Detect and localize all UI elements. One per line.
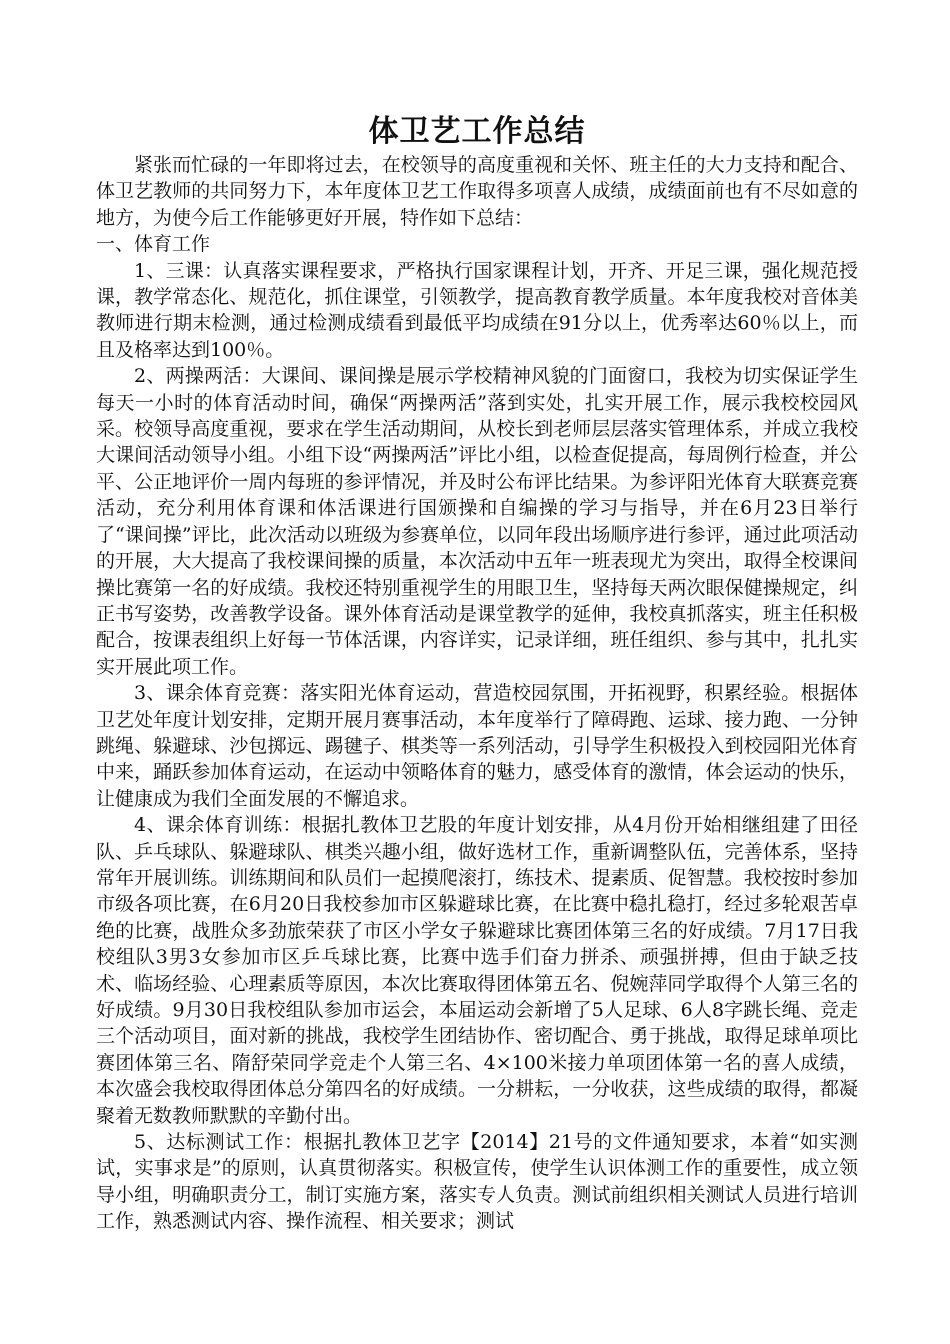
section-heading-sports: 一、体育工作 bbox=[96, 233, 211, 256]
document-title: 体卫艺工作总结 bbox=[368, 114, 586, 149]
paragraph-exercises-activities: 2、两操两活：大课间、课间操是展示学校精神风貌的门面窗口，我校为切实保证学生每天一小时的体育活动时间，确保“两操两活”落到实处，扎实开展工作，展示我校校园风采。校领导高度重视，要求在学生活动期间，从校长到老师层层落实管理体系，并成立我校大课间活动领导小组。小组下设“两操两活”评比小组，以检查促提高，每周例行检查，并公平、公正地评价一周内每班的参评情况，并及时公布评比结果。为参评阳光体育大联赛竞赛活动，充分利用体育课和体活课进行国颁操和自编操的学习与指导，并在6月23日举行了“课间操”评比，此次活动以班级为参赛单位，以同年段出场顺序进行参评，通过此项活动的开展，大大提高了我校课间操的质量，本次活动中五年一班表现尤为突出，取得全校课间操比赛第一名的好成绩。我校还特别重视学生的用眼卫生，坚持每天两次眼保健操规定，纠正书写姿势，改善教学设备。课外体育活动是课堂教学的延伸，我校真抓落实，班主任积极配合，按课表组织上好每一节体活课，内容详实，记录详细，班任组织、参与其中，扎扎实实开展此项工作。 bbox=[96, 365, 858, 678]
paragraph-three-courses: 1、三课：认真落实课程要求，严格执行国家课程计划，开齐、开足三课，强化规范授课，教学常态化、规范化，抓住课堂，引领教学，提高教育教学质量。本年度我校对音体美教师进行期末检测，通过检测成绩看到最低平均成绩在91分以上，优秀率达60％以上，而且及格率达到100％。 bbox=[96, 259, 858, 361]
intro-paragraph: 紧张而忙碌的一年即将过去，在校领导的高度重视和关怀、班主任的大力支持和配合、体卫艺教师的共同努力下，本年度体卫艺工作取得多项喜人成绩，成绩面前也有不尽如意的地方，为使今后工作能够更好开展，特作如下总结： bbox=[96, 154, 858, 229]
paragraph-sports-competition: 3、课余体育竞赛：落实阳光体育运动，营造校园氛围，开拓视野，积累经验。根据体卫艺处年度计划安排，定期开展月赛事活动，本年度举行了障碍跑、运球、接力跑、一分钟跳绳、躲避球、沙包掷远、踢毽子、棋类等一系列活动，引导学生积极投入到校园阳光体育中来，踊跃参加体育运动，在运动中领略体育的魅力，感受体育的激情，体会运动的快乐，让健康成为我们全面发展的不懈追求。 bbox=[96, 682, 858, 810]
paragraph-fitness-testing: 5、达标测试工作：根据扎教体卫艺字【2014】21号的文件通知要求，本着“如实测试，实事求是”的原则，认真贯彻落实。积极宣传，使学生认识体测工作的重要性，成立领导小组，明确职责分工，制订实施方案，落实专人负责。测试前组织相关测试人员进行培训工作，熟悉测试内容、操作流程、相关要求；测试 bbox=[96, 1131, 858, 1233]
document-page bbox=[96, 112, 858, 1235]
paragraph-sports-training: 4、课余体育训练：根据扎教体卫艺股的年度计划安排，从4月份开始相继组建了田径队、乒乓球队、躲避球队、棋类兴趣小组，做好选材工作，重新调整队伍，完善体系，坚持常年开展训练。训练期间和队员们一起摸爬滚打，练技术、提素质、促智慧。我校按时参加市级各项比赛，在6月20日我校参加市区躲避球比赛，在比赛中稳扎稳打，经过多轮艰苦卓绝的比赛，战胜众多劲旅荣获了市区小学女子躲避球比赛团体第三名的好成绩。7月17日我校组队3男3女参加市区乒乓球比赛，比赛中选手们奋力拼杀、顽强拼搏，但由于缺乏技术、临场经验、心理素质等原因，本次比赛取得团体第五名、倪婉萍同学取得个人第三名的好成绩。9月30日我校组队参加市运会，本届运动会新增了5人足球、6人8字跳长绳、竞走三个活动项目，面对新的挑战，我校学生团结协作、密切配合、勇于挑战，取得足球单项比赛团体第三名、隋舒荣同学竞走个人第三名、4×100米接力单项团体第一名的喜人成绩，本次盛会我校取得团体总分第四名的好成绩。一分耕耘，一分收获，这些成绩的取得，都凝聚着无数教师默默的辛勤付出。 bbox=[96, 814, 858, 1127]
